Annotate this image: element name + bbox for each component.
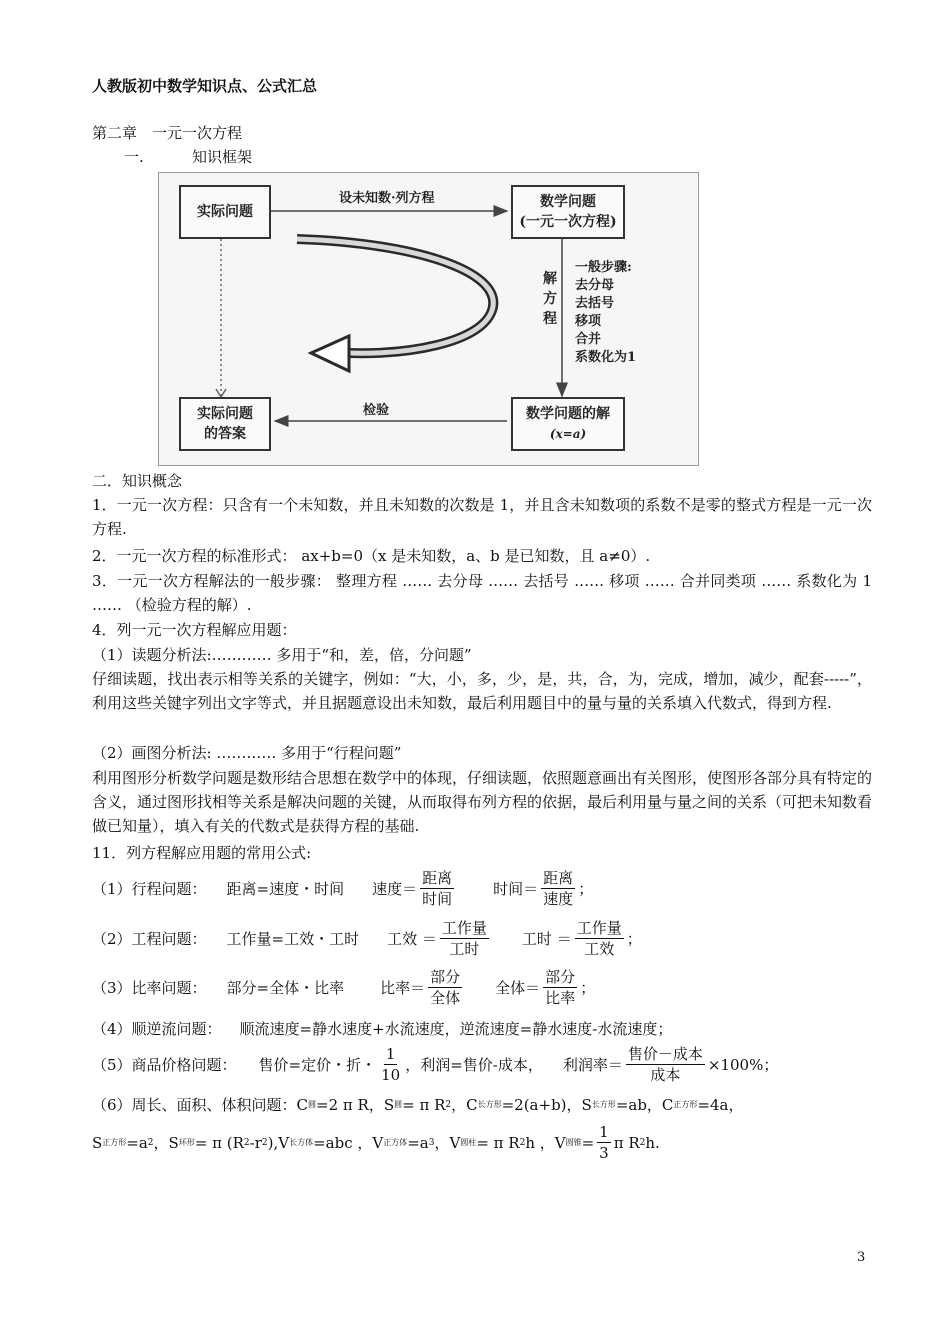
superscript: 2 xyxy=(147,1137,154,1148)
fraction-numerator: 1 xyxy=(599,1123,609,1141)
paragraph-reading-detail: 仔细读题，找出表示相等关系的关键字，例如：“大，小，多，少，是，共，合，为，完成，增加，减少，配套-----”，利用这些关键字列出文字等式，并且据题意设出未知数，最后利用题目中的量与量的关系填入代数式，得到方程. xyxy=(92,670,872,712)
box-real-problem xyxy=(179,185,271,239)
box-math-solution xyxy=(511,397,625,451)
formula-lhs: 速度＝ xyxy=(372,880,418,898)
superscript: 2 xyxy=(261,1137,268,1148)
subscript: 正方体 xyxy=(383,1138,408,1147)
paragraph-solve-steps: 3．一元一次方程解法的一般步骤： 整理方程 …… 去分母 …… 去括号 …… 移项 …… 合并同类项 …… 系数化为 1 …… （检验方程的解）. xyxy=(92,572,872,614)
fraction xyxy=(543,967,577,1008)
subscript: 环形 xyxy=(178,1138,195,1147)
subscript: 长方形 xyxy=(477,1100,502,1109)
fraction xyxy=(541,868,575,909)
formula-row-work xyxy=(92,918,642,959)
side-label xyxy=(542,269,558,329)
fraction-numerator: 距离 xyxy=(543,869,574,887)
formula-text: =ab，C xyxy=(615,1096,674,1114)
document-title: 人教版初中数学知识点、公式汇总 xyxy=(92,77,318,95)
fraction-denominator: 比率 xyxy=(545,989,576,1007)
superscript: 2 xyxy=(519,1137,526,1148)
formula-eq: 距离=速度・时间 xyxy=(226,880,345,898)
formula-mid: ，利润=售价-成本， xyxy=(405,1056,543,1074)
formula-text: =2(a+b)，S xyxy=(501,1096,592,1114)
fraction-numerator: 1 xyxy=(385,1045,396,1063)
step-item: 去括号 xyxy=(575,296,615,311)
page-number: 3 xyxy=(857,1250,866,1265)
formula-eq: 售价=定价・折・ xyxy=(258,1056,377,1074)
superscript: 2 xyxy=(445,1099,452,1110)
formula-row-stream xyxy=(92,1018,672,1039)
paragraph-standard-form: 2．一元一次方程的标准形式： ax+b=0（x 是未知数，a、b 是已知数，且 a≠0）. xyxy=(92,547,651,565)
superscript: 3 xyxy=(428,1137,435,1148)
section2-title: 二．知识概念 xyxy=(92,472,183,490)
formula-text: ，V xyxy=(434,1134,461,1152)
formula-eq: 部分=全体・比率 xyxy=(226,979,345,997)
fraction-denominator: 3 xyxy=(599,1144,609,1162)
formula-text: =a xyxy=(126,1133,148,1152)
fraction-numerator: 工作量 xyxy=(576,919,622,937)
formula-label: （5）商品价格问题： xyxy=(92,1056,237,1074)
formula-text: S xyxy=(92,1133,103,1152)
formula-label: （1）行程问题： xyxy=(92,880,207,898)
fraction xyxy=(379,1044,402,1085)
fraction xyxy=(420,868,454,909)
paragraph-definition: 1．一元一次方程：只含有一个未知数，并且未知数的次数是 1，并且含未知数项的系数不是零的整式方程是一元一次方程. xyxy=(92,496,872,538)
superscript: 2 xyxy=(639,1137,646,1148)
box-math-solution-line1: 数学问题的解 xyxy=(526,406,610,422)
formula-lhs: 时间＝ xyxy=(493,880,539,898)
box-real-answer xyxy=(179,397,271,451)
fraction xyxy=(440,918,489,959)
fraction-denominator: 10 xyxy=(381,1066,401,1084)
box-real-problem-text: 实际问题 xyxy=(197,204,253,220)
formula-label: （4）顺逆流问题： xyxy=(92,1020,222,1038)
formula-text: = xyxy=(581,1133,595,1152)
box-math-problem xyxy=(511,185,625,239)
formula-row-travel xyxy=(92,868,593,909)
knowledge-framework-diagram xyxy=(158,172,699,466)
fraction-numerator: 距离 xyxy=(422,869,453,887)
fraction-denominator: 工时 xyxy=(449,940,480,958)
formula-eq: 工作量=工效・工时 xyxy=(226,930,360,948)
formula-lhs: 全体＝ xyxy=(495,979,541,997)
subscript: 圆 xyxy=(308,1100,317,1109)
fraction xyxy=(428,967,462,1008)
box-math-solution-line2: (x=a) xyxy=(549,427,587,441)
formula-end: ×100%； xyxy=(707,1056,779,1074)
paragraph-drawing-method: （2）画图分析法: ………… 多用于“行程问题” xyxy=(92,744,402,762)
section1-title: 知识框架 xyxy=(192,148,253,166)
formula-text: （6）周长、面积、体积问题：C xyxy=(92,1096,309,1114)
formula-text: ，S xyxy=(153,1134,179,1152)
fraction-numerator: 售价－成本 xyxy=(627,1045,703,1063)
formula-text: ，C xyxy=(451,1096,478,1114)
formula-lhs: 比率＝ xyxy=(380,979,426,997)
paragraph-word-problems: 4．列一元一次方程解应用题： xyxy=(92,621,297,639)
formula-end: ； xyxy=(578,880,594,898)
subscript: 长方体 xyxy=(289,1138,314,1147)
arrow-bottom-label: 检验 xyxy=(363,403,390,418)
step-item: 去分母 xyxy=(575,278,615,293)
fraction xyxy=(575,918,624,959)
formula-end: ； xyxy=(626,930,642,948)
subscript: 圆锥 xyxy=(565,1138,582,1147)
formula-text: = π R xyxy=(402,1095,446,1114)
subscript: 正方形 xyxy=(673,1100,698,1109)
formula-text: = π R xyxy=(476,1133,520,1152)
fraction-denominator: 速度 xyxy=(543,890,574,908)
side-label-char2: 方 xyxy=(543,291,557,307)
formula-row-geometry-2 xyxy=(92,1122,660,1163)
paragraph-formulas-intro: 11．列方程解应用题的常用公式: xyxy=(92,844,312,862)
box-real-answer-line1: 实际问题 xyxy=(197,406,253,422)
fraction xyxy=(626,1044,705,1085)
fraction-numerator: 工作量 xyxy=(441,919,487,937)
formula-lhs: 工时 ＝ xyxy=(521,930,572,948)
formula-text: =abc ，V xyxy=(313,1134,384,1152)
side-label-char3: 程 xyxy=(543,311,557,327)
section1-number: 一. xyxy=(124,148,144,166)
formula-text: π R xyxy=(613,1133,640,1152)
fraction-denominator: 时间 xyxy=(422,890,453,908)
formula-label: （2）工程问题： xyxy=(92,930,207,948)
paragraph-drawing-detail: 利用图形分析数学问题是数形结合思想在数学中的体现，仔细读题，依照题意画出有关图形，使图形各部分具有特定的含义，通过图形找相等关系是解决问题的关键，从而取得布列方程的依据，最后利用量与量之间的关系（可把未知数看做已知量），填入有关的代数式是获得方程的基础. xyxy=(92,769,873,835)
superscript: 2 xyxy=(243,1137,250,1148)
general-steps-list xyxy=(575,259,636,367)
subscript: 正方形 xyxy=(102,1138,127,1147)
formula-text: =a xyxy=(407,1133,429,1152)
formula-text: -r xyxy=(249,1133,262,1152)
fraction xyxy=(597,1122,611,1163)
step-item: 合并 xyxy=(575,332,602,347)
subscript: 圆柱 xyxy=(460,1138,477,1147)
fraction-numerator: 部分 xyxy=(430,968,461,986)
formula-eq: 顺流速度=静水速度+水流速度，逆流速度=静水速度-水流速度； xyxy=(239,1020,673,1038)
step-item: 系数化为1 xyxy=(575,350,637,365)
box-real-answer-line2: 的答案 xyxy=(204,426,246,442)
formula-row-price xyxy=(92,1044,778,1085)
steps-heading: 一般步骤: xyxy=(575,260,632,275)
subscript: 圆 xyxy=(394,1100,403,1109)
formula-text: =4a， xyxy=(697,1096,744,1114)
box-math-problem-line2: (一元一次方程) xyxy=(519,214,617,230)
formula-text: = π (R xyxy=(194,1133,244,1152)
formula-label: （3）比率问题： xyxy=(92,979,207,997)
formula-row-ratio xyxy=(92,967,595,1008)
formula-text: =2 π R，S xyxy=(316,1096,395,1114)
subscript: 长方形 xyxy=(591,1100,616,1109)
formula-row-geometry-1 xyxy=(92,1094,743,1115)
formula-text: h ，V xyxy=(525,1134,566,1152)
paragraph-reading-method: （1）读题分析法:………… 多用于“和，差，倍，分问题” xyxy=(92,646,472,664)
arrow-top-label: 设未知数·列方程 xyxy=(339,191,435,206)
step-item: 移项 xyxy=(575,314,602,329)
formula-lhs: 利润率＝ xyxy=(562,1056,623,1074)
fraction-numerator: 部分 xyxy=(545,968,576,986)
fraction-denominator: 工效 xyxy=(584,940,615,958)
formula-lhs: 工效 ＝ xyxy=(387,930,437,948)
formula-text: h. xyxy=(645,1133,660,1152)
fraction-denominator: 全体 xyxy=(430,989,461,1007)
formula-text: ),V xyxy=(267,1133,290,1152)
box-math-problem-line1: 数学问题 xyxy=(540,194,596,210)
fraction-denominator: 成本 xyxy=(650,1066,681,1084)
formula-end: ； xyxy=(580,979,596,997)
chapter-heading: 第二章 一元一次方程 xyxy=(92,124,243,142)
side-label-char1: 解 xyxy=(543,271,557,287)
